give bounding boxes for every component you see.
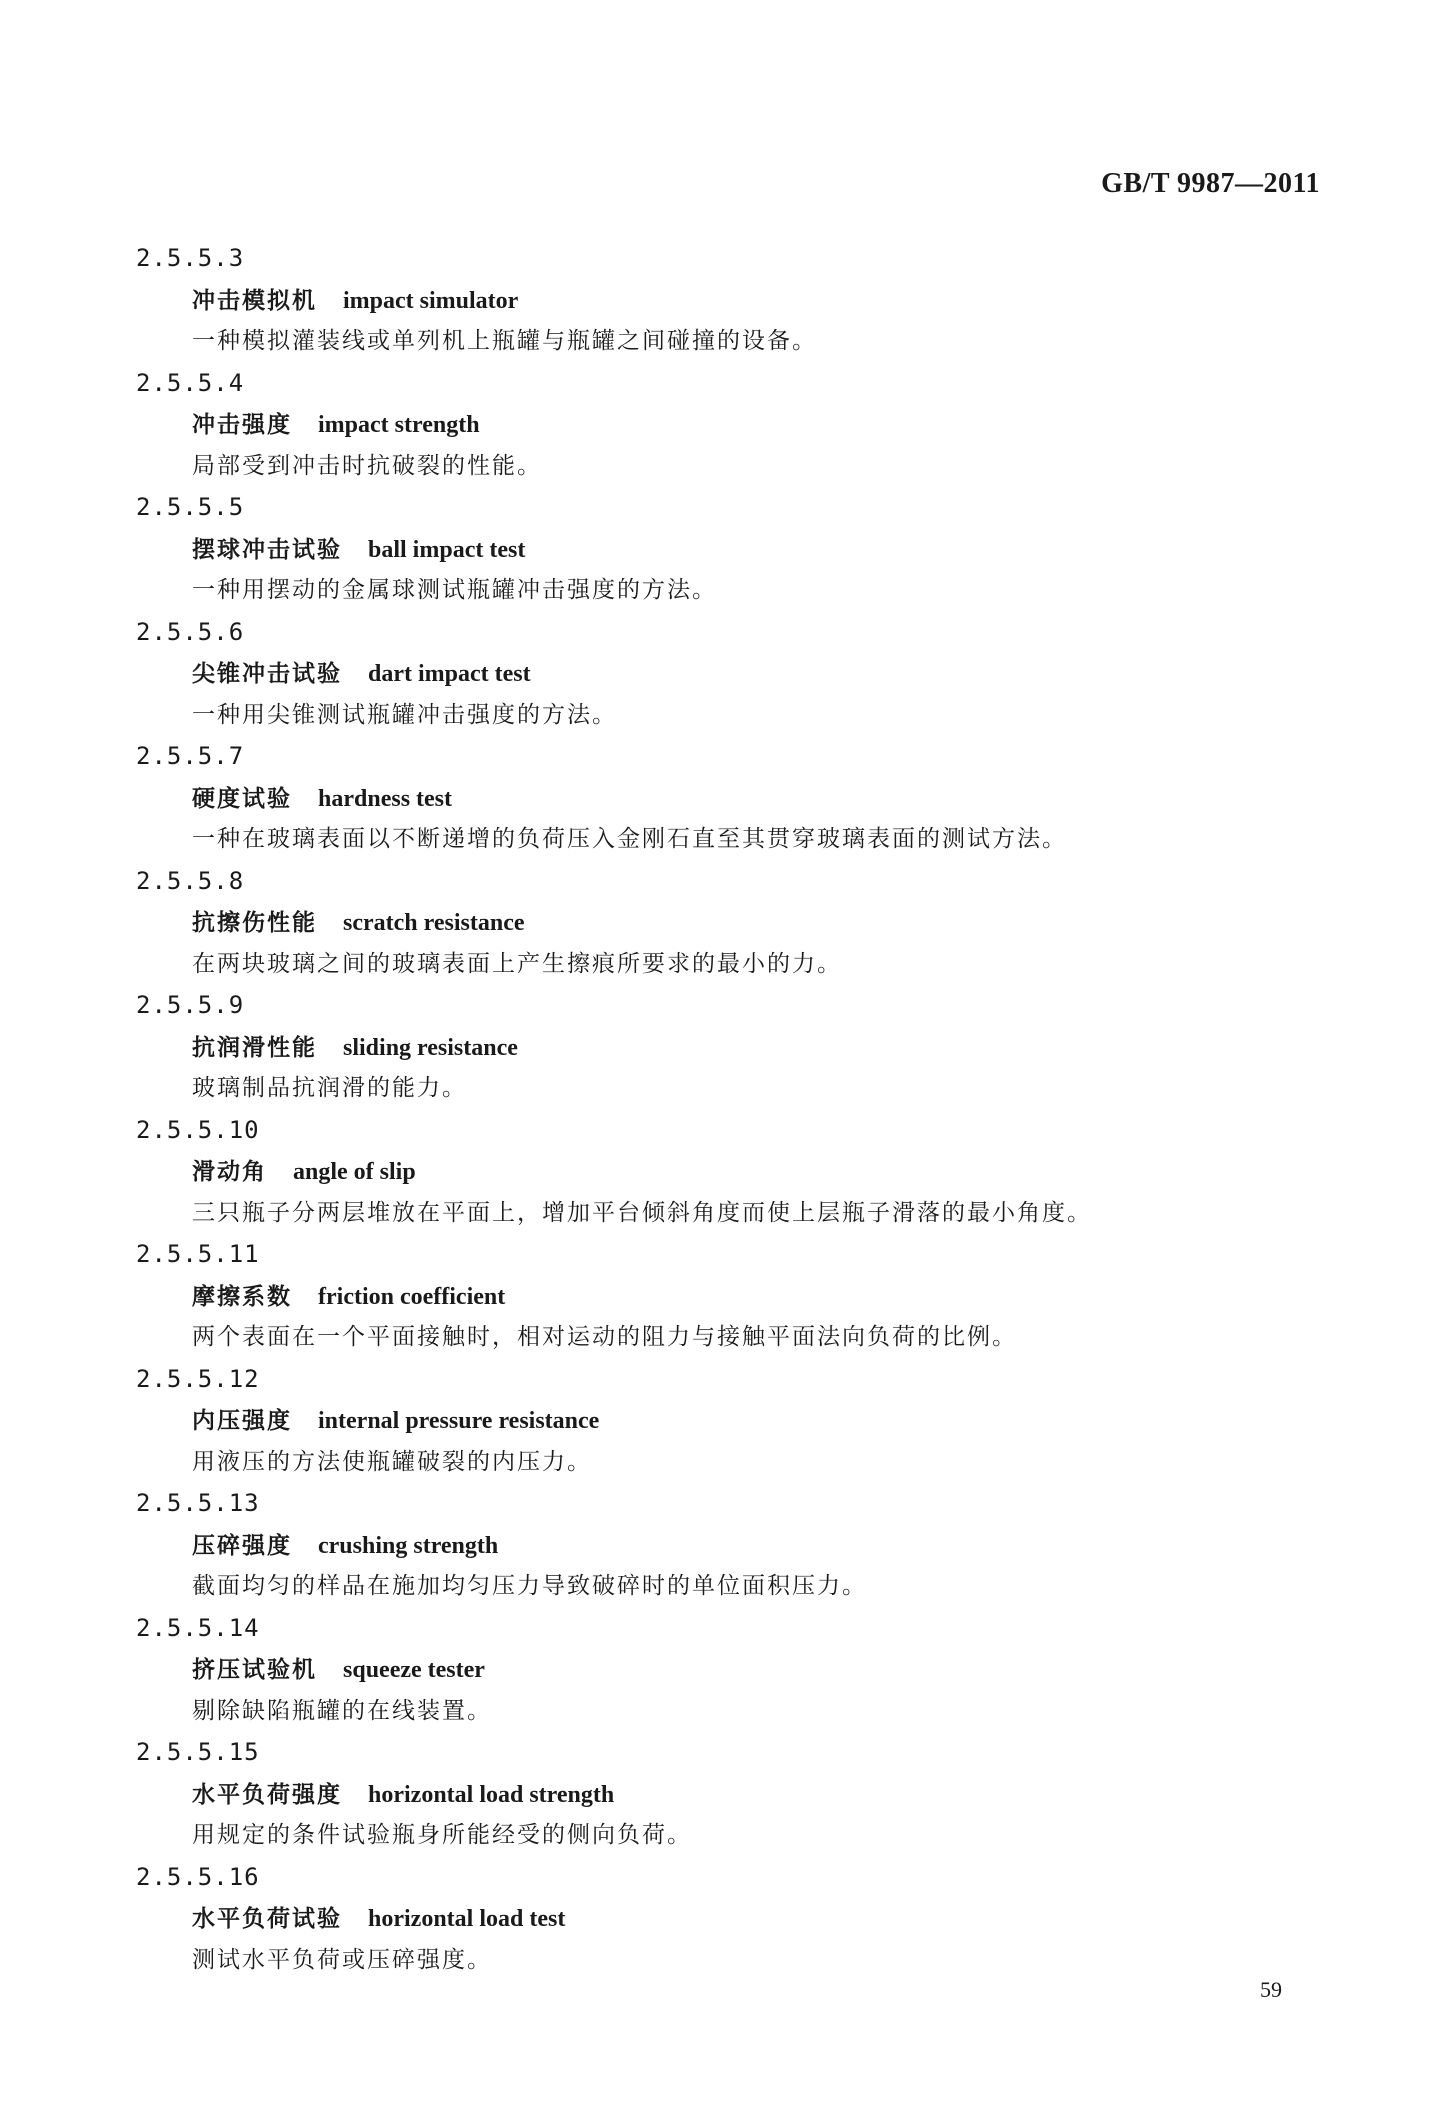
entry-number: 2.5.5.11 [136,1240,260,1268]
term-english: sliding resistance [343,1034,518,1061]
term-entry [136,487,1316,612]
entry-definition: 一种在玻璃表面以不断递增的负荷压入金刚石直至其贯穿玻璃表面的测试方法。 [192,826,1067,852]
term-chinese: 水平负荷试验 [192,1906,342,1932]
entry-definition: 一种模拟灌装线或单列机上瓶罐与瓶罐之间碰撞的设备。 [192,328,817,354]
entry-number: 2.5.5.15 [136,1738,260,1766]
term-entry [136,612,1316,737]
term-chinese: 挤压试验机 [192,1657,317,1683]
term-entry [136,736,1316,861]
standard-code-header: GB/T 9987—2011 [1101,168,1320,199]
term-entry [136,238,1316,363]
term-chinese: 抗擦伤性能 [192,910,317,936]
entry-term [136,529,1316,571]
term-chinese: 抗润滑性能 [192,1034,317,1061]
entry-term [136,1525,1316,1567]
term-english: hardness test [318,785,453,812]
term-chinese: 硬度试验 [192,785,292,812]
term-english: crushing strength [318,1532,499,1559]
term-chinese: 尖锥冲击试验 [192,661,342,687]
term-chinese: 滑动角 [192,1159,267,1185]
term-entry [136,1234,1316,1359]
entry-definition: 玻璃制品抗润滑的能力。 [192,1075,467,1101]
entry-term [136,902,1316,944]
entry-number: 2.5.5.12 [136,1364,260,1393]
entry-term [136,1898,1316,1940]
entry-number: 2.5.5.9 [136,991,245,1019]
entry-term [136,653,1316,695]
entry-term [136,280,1316,322]
entry-definition: 三只瓶子分两层堆放在平面上，增加平台倾斜角度而使上层瓶子滑落的最小角度。 [192,1199,1092,1226]
entry-definition: 在两块玻璃之间的玻璃表面上产生擦痕所要求的最小的力。 [192,950,842,977]
term-entry [136,363,1316,488]
entry-number: 2.5.5.13 [136,1489,260,1517]
term-english: angle of slip [293,1159,416,1185]
entry-definition: 局部受到冲击时抗破裂的性能。 [192,452,542,479]
term-entry [136,861,1316,986]
entry-definition: 剔除缺陷瓶罐的在线装置。 [192,1697,492,1724]
term-chinese: 摆球冲击试验 [192,536,342,563]
term-chinese: 压碎强度 [192,1532,292,1559]
term-english: friction coefficient [318,1283,506,1310]
entry-term [136,404,1316,446]
term-english: scratch resistance [343,910,525,936]
term-english: squeeze tester [343,1657,485,1683]
term-entry [136,1732,1316,1857]
entry-term [136,778,1316,820]
term-english: internal pressure resistance [318,1408,600,1434]
entry-number: 2.5.5.6 [136,617,245,646]
entry-number: 2.5.5.5 [136,493,245,521]
entry-term [136,1649,1316,1691]
page-number: 59 [1260,1977,1282,2002]
term-english: ball impact test [368,536,526,563]
entry-number: 2.5.5.10 [136,1115,260,1144]
term-chinese: 摩擦系数 [192,1283,292,1310]
entry-number: 2.5.5.16 [136,1862,260,1891]
entry-definition: 一种用摆动的金属球测试瓶罐冲击强度的方法。 [192,577,717,603]
term-chinese: 冲击强度 [192,412,292,438]
entry-definition: 一种用尖锥测试瓶罐冲击强度的方法。 [192,701,617,728]
entry-term [136,1774,1316,1816]
entry-term [136,1400,1316,1442]
term-english: horizontal load strength [368,1781,615,1808]
term-entry [136,1359,1316,1484]
entry-term [136,1276,1316,1318]
term-entry [136,1857,1316,1982]
term-chinese: 内压强度 [192,1408,292,1434]
term-entry [136,1483,1316,1608]
entry-number: 2.5.5.8 [136,866,245,895]
entry-number: 2.5.5.4 [136,368,245,397]
entry-definition: 用规定的条件试验瓶身所能经受的侧向负荷。 [192,1822,692,1848]
term-english: horizontal load test [368,1906,566,1932]
entry-number: 2.5.5.7 [136,742,245,770]
term-entry-list [136,238,1316,1981]
entry-term [136,1027,1316,1069]
term-chinese: 冲击模拟机 [192,287,317,314]
term-english: dart impact test [368,661,531,687]
entry-number: 2.5.5.3 [136,244,245,272]
entry-definition: 两个表面在一个平面接触时，相对运动的阻力与接触平面法向负荷的比例。 [192,1324,1017,1350]
entry-term [136,1151,1316,1193]
term-chinese: 水平负荷强度 [192,1781,342,1808]
term-entry [136,985,1316,1110]
term-english: impact simulator [343,287,519,314]
entry-definition: 测试水平负荷或压碎强度。 [192,1946,492,1973]
entry-definition: 截面均匀的样品在施加均匀压力导致破碎时的单位面积压力。 [192,1573,867,1599]
term-entry [136,1110,1316,1235]
entry-number: 2.5.5.14 [136,1613,260,1642]
term-entry [136,1608,1316,1733]
entry-definition: 用液压的方法使瓶罐破裂的内压力。 [192,1448,592,1475]
term-english: impact strength [318,412,480,438]
